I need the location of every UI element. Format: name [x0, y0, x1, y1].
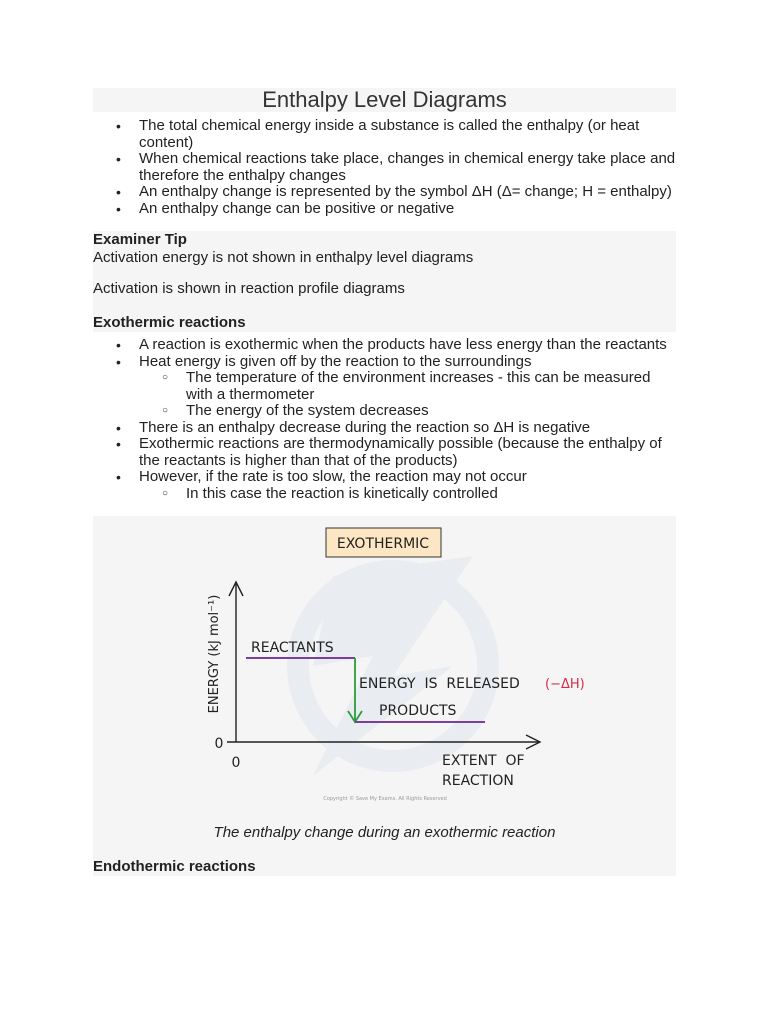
watermark-logo [298, 556, 488, 776]
energy-released-label: ENERGY IS RELEASED [359, 676, 520, 692]
products-label: PRODUCTS [379, 703, 457, 719]
list-item: • An enthalpy change is represented by the symbol ΔH (Δ= change; H = enthalpy) [93, 184, 676, 201]
list-item: • An enthalpy change can be positive or negative [93, 201, 676, 218]
list-item-text: However, if the rate is too slow, the reaction may not occur [139, 468, 527, 485]
title-bar [93, 88, 676, 112]
examiner-tip-line: Activation energy is not shown in enthalpy level diagrams [93, 249, 474, 266]
examiner-tip-heading: Examiner Tip [93, 231, 187, 248]
y-zero-label: 0 [214, 736, 224, 752]
x-axis-label-line2: REACTION [442, 773, 514, 789]
examiner-tip-box [93, 231, 676, 332]
figure-caption: The enthalpy change during an exothermic reaction [213, 824, 556, 841]
copyright-text: Copyright © Save My Exams. All Rights Reserved [323, 796, 447, 802]
exothermic-list [93, 337, 676, 502]
list-item: • A reaction is exothermic when the products have less energy than the reactants [93, 337, 676, 354]
list-item: • The total chemical energy inside a substance is called the enthalpy (or heat content) [93, 118, 676, 151]
list-item [93, 354, 676, 420]
list-item: • There is an enthalpy decrease during the reaction so ΔH is negative [93, 420, 676, 437]
list-item: • Exothermic reactions are thermodynamically possible (because the enthalpy of the reactants is higher than that of the products) [93, 436, 676, 469]
intro-list [93, 118, 676, 217]
delta-h-label: (−ΔH) [545, 677, 585, 692]
x-axis-label-line1: EXTENT OF [442, 753, 525, 769]
document-body [93, 88, 676, 876]
reactants-label: REACTANTS [251, 640, 334, 656]
exothermic-heading: Exothermic reactions [93, 314, 246, 331]
sub-list-item: ○ The temperature of the environment increases - this can be measured with a thermometer [139, 370, 676, 403]
y-axis-label: ENERGY (kJ mol⁻¹) [207, 594, 222, 714]
sub-list-item: ○ The energy of the system decreases [139, 403, 676, 420]
endothermic-heading: Endothermic reactions [93, 858, 256, 875]
sub-list [139, 486, 676, 503]
list-item-text: Heat energy is given off by the reaction to the surroundings [139, 352, 532, 370]
exothermic-figure [93, 516, 676, 876]
enthalpy-level-diagram [93, 516, 676, 816]
page-title: Enthalpy Level Diagrams [262, 87, 507, 112]
examiner-tip-line: Activation is shown in reaction profile diagrams [93, 280, 405, 297]
x-zero-label: 0 [231, 755, 241, 771]
sub-list-item: ○ In this case the reaction is kinetically controlled [139, 486, 676, 503]
list-item: • When chemical reactions take place, changes in chemical energy take place and therefore the enthalpy changes [93, 151, 676, 184]
sub-list [139, 370, 676, 420]
exothermic-box-label: EXOTHERMIC [336, 536, 430, 552]
list-item [93, 469, 676, 502]
